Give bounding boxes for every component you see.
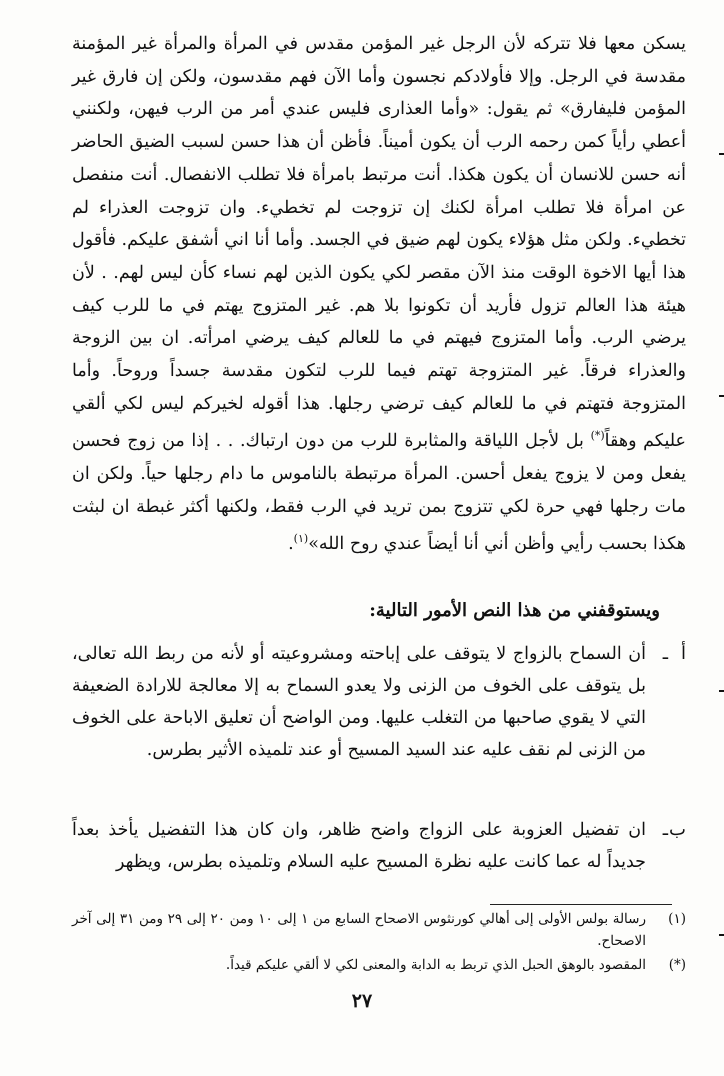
footnote-mark: (*) xyxy=(668,957,686,973)
list-item-dash: ـ xyxy=(662,643,668,664)
edge-mark xyxy=(719,153,724,155)
footnote-ref-1: (١) xyxy=(293,532,309,546)
footnote-1 xyxy=(72,908,686,952)
paragraph-end: . xyxy=(288,534,294,555)
list-item-letter: أ xyxy=(680,643,686,664)
list-item-a xyxy=(72,638,686,766)
edge-mark xyxy=(719,690,724,692)
list-item-letter: ب xyxy=(669,819,686,840)
body-paragraph xyxy=(72,28,686,561)
list-item-dash: ـ xyxy=(662,819,668,840)
footnote-separator xyxy=(490,904,672,905)
edge-mark xyxy=(719,395,724,397)
paragraph-text: يسكن معها فلا تتركه لأن الرجل غير المؤمن مقدس في المرأة والمرأة غير المؤمنة مقدسة في الرجل. وإلا فأولادكم نجسون وأما الآن فهم مقدسون، ولكن إن فارق غير المؤمن فليفارق» ثم يقول: «وأما العذارى فليس عندي أمر من الرب فيهن، ولكنني أعطي رأياً كمن رحمه الرب أن يكون أميناً. فأظن أن هذا حسن لسبب الضيق الحاضر أنه حسن للانسان أن يكون هكذا. أنت مرتبط بامرأة فلا تطلب الانفصال. أنت منفصل عن امرأة فلا تطلب امرأة لكنك إن تزوجت لم تخطيء. وان تزوجت العذراء لم تخطيء. ولكن مثل هؤلاء يكون لهم ضيق في الجسد. وأما أنا اني أشفق عليكم. فأقول هذا أيها الاخوة الوقت منذ الآن مقصر لكي يكون الذين لهم نساء كأن ليس لهم. . لأن هيئة هذا العالم تزول فأريد أن تكونوا بلا هم. غير المتزوج يهتم في ما للرب كيف يرضي الرب. وأما المتزوج فيهتم في ما للعالم كيف يرضي امرأته. ان بين الزوجة والعذراء فرقاً. غير المتزوجة تهتم فيما للرب لتكون مقدسة جسداً وروحاً. وأما المتزوجة فتهتم في ما للعالم كيف ترضي رجلها. هذا أقوله لخيركم ليس لكي ألقي عليكم وهقاً xyxy=(72,34,686,452)
section-heading: ويستوقفني من هذا النص الأمور التالية: xyxy=(369,600,660,621)
footnote-text: رسالة بولس الأولى إلى أهالي كورنثوس الاصحاح السابع من ١ إلى ١٠ ومن ٢٠ إلى ٢٩ ومن ٣١ إلى آخر الاصحاح. xyxy=(72,911,647,949)
footnote-mark: (١) xyxy=(668,911,686,927)
list-item-b xyxy=(72,814,686,878)
footnote-text: المقصود بالوهق الحبل الذي تربط به الدابة والمعنى لكي لا ألقي عليكم قيداً. xyxy=(225,957,646,973)
paragraph-continuation: بل لأجل اللياقة والمثابرة للرب من دون ارتباك. . . إذا من زوج فحسن يفعل ومن لا يزوج يفعل أحسن. المرأة مرتبطة بالناموس ما دام رجلها حياً. ولكن ان مات رجلها فهي حرة لكي تتزوج بمن تريد في الرب فقط، ولكنها أكثر غبطة ان لبثت هكذا بحسب رأيي وأظن أني أنا أيضاً عندي روح الله» xyxy=(72,431,686,555)
footnote-star xyxy=(72,954,686,976)
list-item-text: أن السماح بالزواج لا يتوقف على إباحته ومشروعيته أو لأنه من ربط الله تعالى، بل يتوقف على الخوف من الزنى ولا يعدو السماح به إلا معالجة للارادة الضعيفة التي لا يقوي صاحبها من التغلب عليها. ومن الواضح أن تعليق الاباحة على الخوف من الزنى لم نقف عليه عند السيد المسيح أو عند تلميذه الأثير بطرس. xyxy=(72,644,646,760)
list-item-text: ان تفضيل العزوبة على الزواج واضح ظاهر، وان كان هذا التفضيل يأخذ بعداً جديداً له عما كانت عليه نظرة المسيح عليه السلام وتلميذه بطرس، ويظهر xyxy=(72,820,646,872)
edge-mark xyxy=(719,934,724,936)
page-number: ٢٧ xyxy=(351,990,373,1012)
main-quotation-text xyxy=(72,28,686,561)
footnote-ref-star: (*) xyxy=(590,429,605,443)
